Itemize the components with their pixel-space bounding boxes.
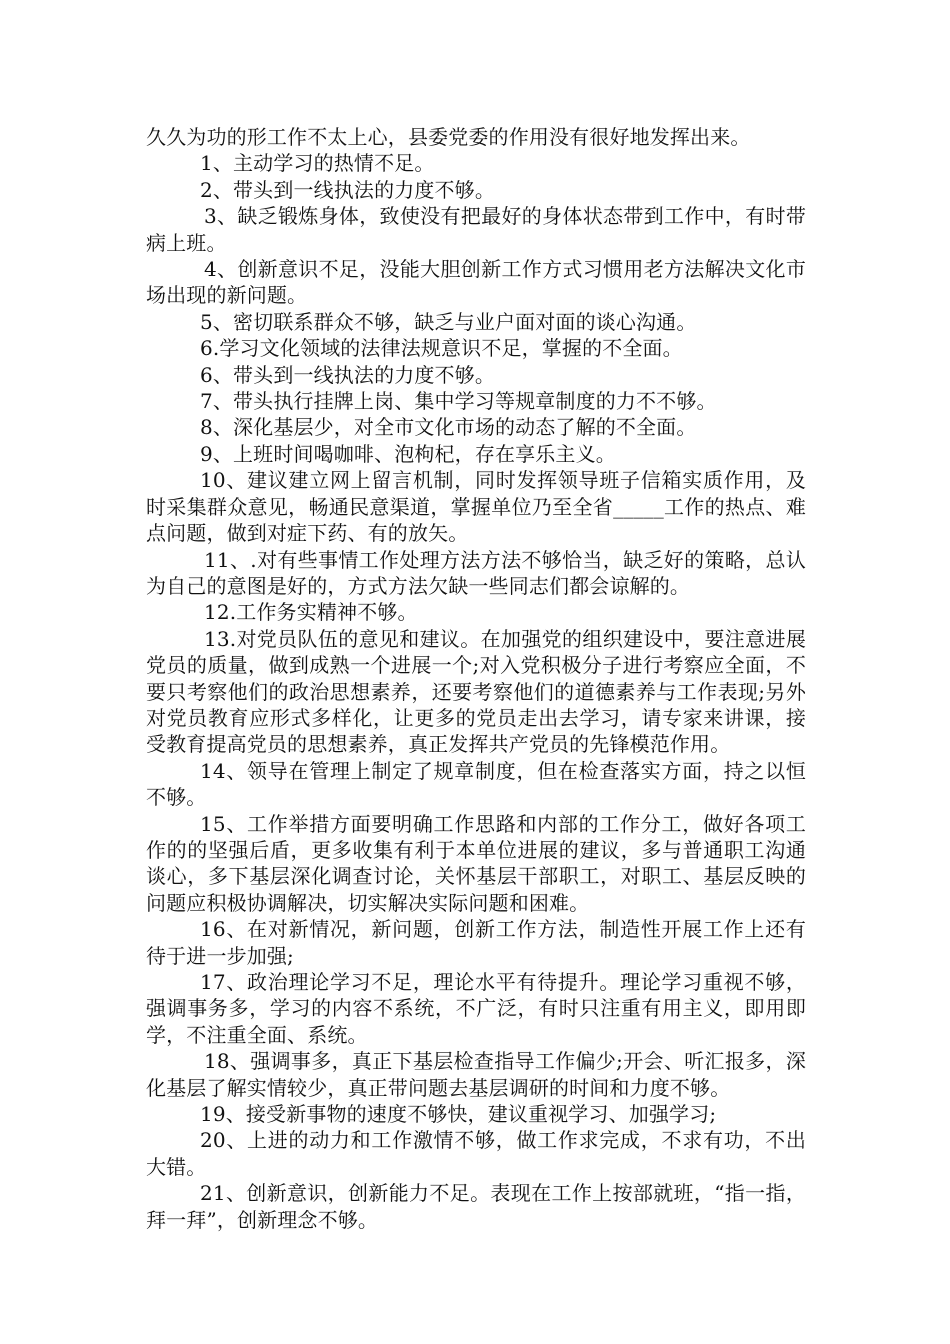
- list-item-11: 11、.对有些事情工作处理方法方法不够恰当，缺乏好的策略，总认为自己的意图是好的，方式方法欠缺一些同志们都会谅解的。: [146, 547, 806, 598]
- list-item-19: 19、接受新事物的速度不够快，建议重视学习、加强学习;: [200, 1102, 717, 1127]
- list-item-3: 3、缺乏锻炼身体，致使没有把最好的身体状态带到工作中，有时带病上班。: [146, 204, 806, 255]
- list-item-14: 14、领导在管理上制定了规章制度，但在检查落实方面，持之以恒不够。: [146, 758, 806, 810]
- list-item-21: 21、创新意识，创新能力不足。表现在工作上按部就班，“指一指，拜一拜”，创新理念不够。: [146, 1181, 806, 1232]
- list-item-9: 9、上班时间喝咖啡、泡枸杞，存在享乐主义。: [200, 441, 616, 466]
- list-item-10: 10、建议建立网上留言机制，同时发挥领导班子信箱实质作用，及时采集群众意见，畅通民意渠道，掌握单位乃至全省_____工作的热点、难点问题，做到对症下药、有的放矢。: [146, 468, 806, 546]
- list-item-15: 15、工作举措方面要明确工作思路和内部的工作分工，做好各项工作的的坚强后盾，更多收集有利于本单位进展的建议，多与普通职工沟通谈心，多下基层深化调查讨论，关怀基层干部职工，对职工、基层反映的问题应积极协调解决，切实解决实际问题和困难。: [146, 811, 806, 915]
- list-item-1: 1、主动学习的热情不足。: [200, 151, 435, 176]
- list-item-18: 18、强调事多，真正下基层检查指导工作偏少;开会、听汇报多，深化基层了解实情较少，真正带问题去基层调研的时间和力度不够。: [146, 1049, 806, 1100]
- list-item-13: 13.对党员队伍的意见和建议。在加强党的组织建设中，要注意进展党员的质量，做到成熟一个进展一个;对入党积极分子进行考察应全面，不要只考察他们的政治思想素养，还要考察他们的道德素养与工作表现;另外对党员教育应形式多样化，让更多的党员走出去学习，请专家来讲课，接受教育提高党员的思想素养，真正发挥共产党员的先锋模范作用。: [146, 626, 806, 757]
- list-item-20: 20、上进的动力和工作激情不够，做工作求完成，不求有功，不出大错。: [146, 1128, 806, 1179]
- paragraph-continuation: 久久为功的形工作不太上心，县委党委的作用没有很好地发挥出来。: [146, 125, 751, 149]
- list-item-6b: 6、带头到一线执法的力度不够。: [200, 362, 495, 387]
- list-item-17: 17、政治理论学习不足，理论水平有待提升。理论学习重视不够，强调事务多，学习的内容不系统，不广泛，有时只注重有用主义，即用即学，不注重全面、系统。: [146, 970, 806, 1047]
- list-item-7: 7、带头执行挂牌上岗、集中学习等规章制度的力不不够。: [200, 389, 717, 414]
- document-body: [146, 124, 806, 1233]
- list-item-4: 4、创新意识不足，没能大胆创新工作方式习惯用老方法解决文化市场出现的新问题。: [146, 257, 806, 308]
- list-item-12: 12.工作务实精神不够。: [204, 600, 418, 625]
- list-item-6a: 6.学习文化领域的法律法规意识不足，掌握的不全面。: [200, 336, 683, 361]
- list-item-5: 5、密切联系群众不够，缺乏与业户面对面的谈心沟通。: [200, 309, 697, 334]
- list-item-16: 16、在对新情况，新问题，创新工作方法，制造性开展工作上还有待于进一步加强;: [146, 917, 806, 968]
- list-item-8: 8、深化基层少，对全市文化市场的动态了解的不全面。: [200, 415, 697, 440]
- list-item-2: 2、带头到一线执法的力度不够。: [200, 177, 495, 202]
